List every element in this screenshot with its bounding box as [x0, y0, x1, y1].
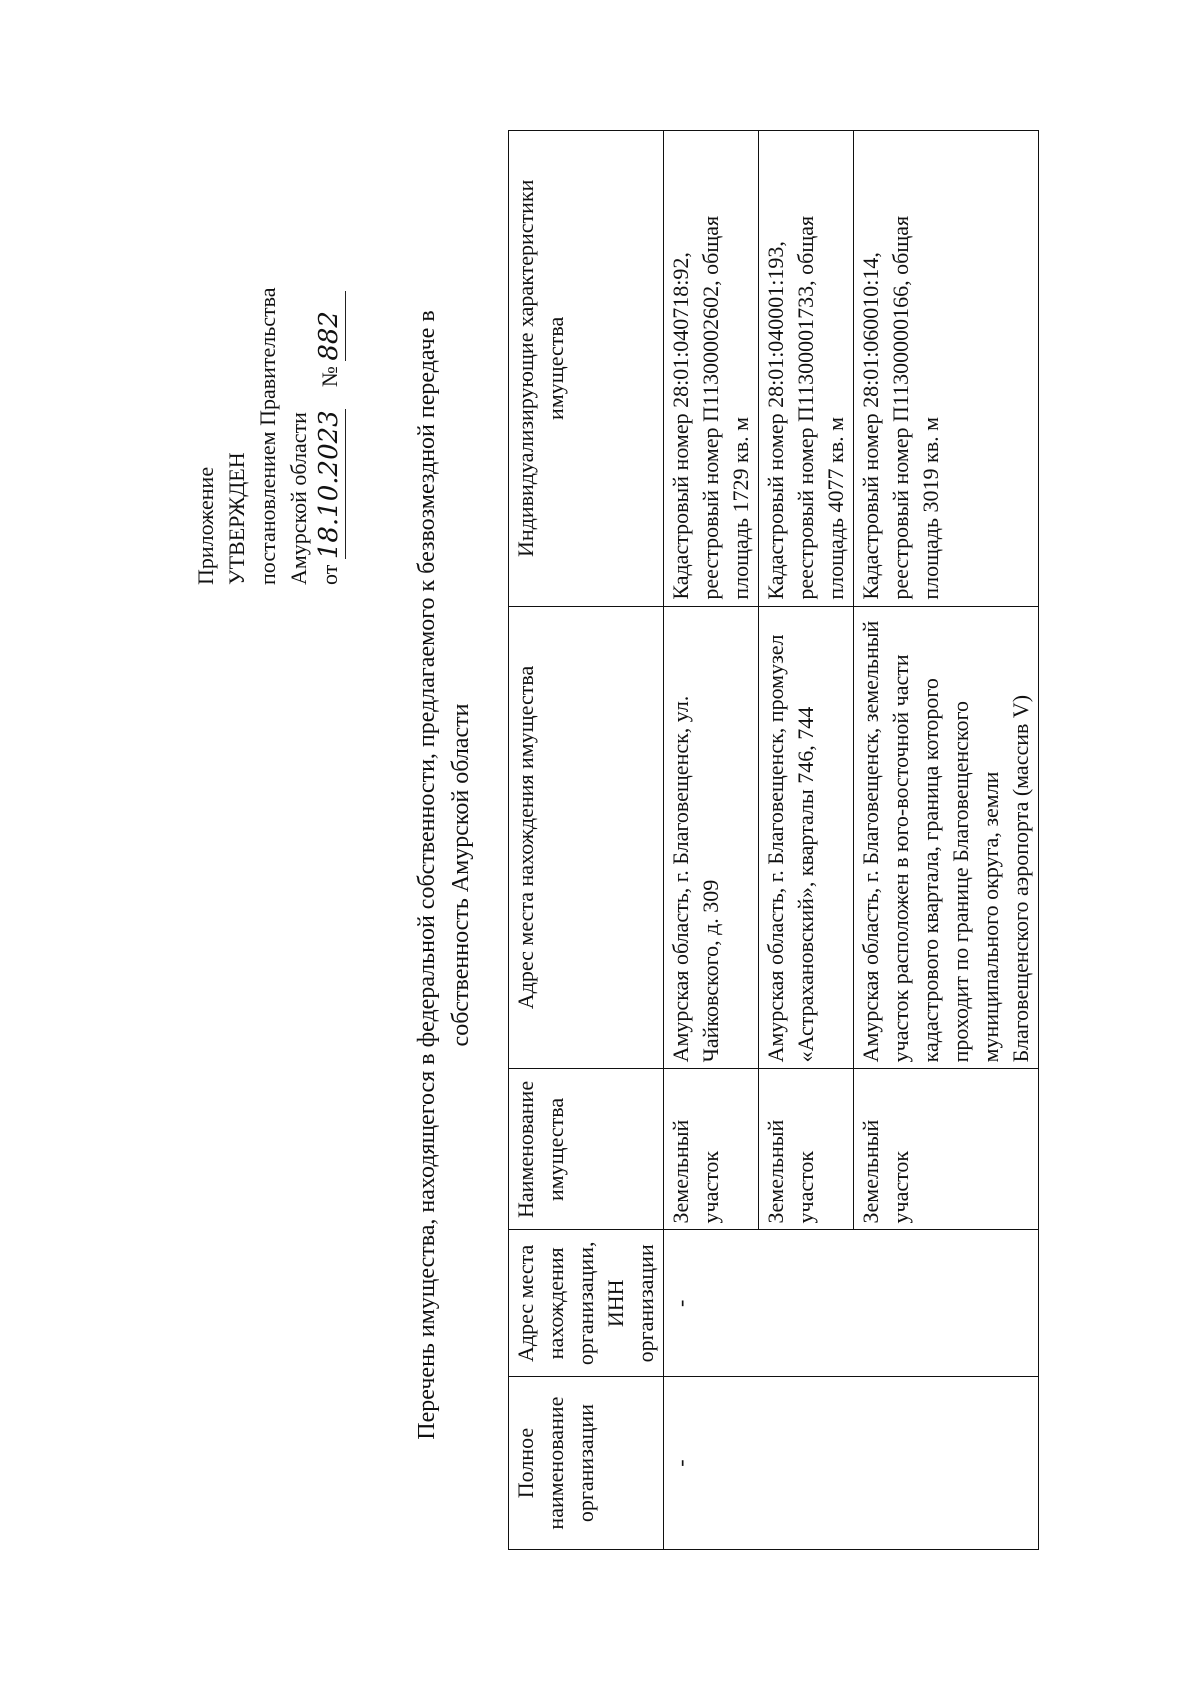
- cell-org-address: -: [664, 1230, 1039, 1377]
- cell-property-name: Земельный участок: [854, 1069, 1039, 1230]
- title-line-2: собственность Амурской области: [448, 703, 474, 1047]
- annex-label: Приложение: [193, 466, 218, 585]
- cell-property-name: Земельный участок: [759, 1069, 854, 1230]
- header-characteristics: Индивидуализирующие характеристики имущества: [509, 131, 664, 607]
- approved-label: УТВЕРЖДЕН: [224, 452, 249, 585]
- cell-characteristics: Кадастровый номер 28:01:040001:193, реестровый номер П11300001733, общая площадь 4077 кв. м: [759, 131, 854, 607]
- document-title: [410, 210, 478, 1540]
- header-org-address: Адрес места нахождения организации, ИНН организации: [509, 1230, 664, 1377]
- header-org-name: Полное наименование организации: [509, 1377, 664, 1550]
- cell-property-address: Амурская область, г. Благовещенск, земельный участок расположен в юго-восточной части кадастрового квартала, граница которого проходит по границе Благовещенского муниципального округа, земли Благовещенского аэропорта (массив V): [854, 606, 1039, 1069]
- property-table: [508, 130, 1039, 1550]
- cell-characteristics: Кадастровый номер 28:01:060010:14, реестровый номер П11300000166, общая площадь 3019 кв. м: [854, 131, 1039, 607]
- number-prefix: №: [317, 366, 342, 388]
- cell-property-name: Земельный участок: [664, 1069, 759, 1230]
- region-label: Амурской области: [286, 412, 311, 585]
- cell-property-address: Амурская область, г. Благовещенск, ул. Чайковского, д. 309: [664, 606, 759, 1069]
- table-header-row: [509, 131, 664, 1550]
- cell-property-address: Амурская область, г. Благовещенск, промузел «Астрахановский», кварталы 746, 744: [759, 606, 854, 1069]
- header-property-name: Наименование имущества: [509, 1069, 664, 1230]
- cell-org-name: -: [664, 1377, 1039, 1550]
- date-number-line: [314, 165, 346, 585]
- approval-block: [190, 165, 346, 585]
- header-property-address: Адрес места нахождения имущества: [509, 606, 664, 1069]
- date-prefix: от: [317, 564, 342, 585]
- date-value: 18.10.2023: [314, 410, 344, 560]
- title-line-1: Перечень имущества, находящегося в федеральной собственности, предлагаемого к безвозмездной передаче в: [414, 310, 440, 1440]
- number-value: 882: [314, 311, 344, 361]
- table-row: [664, 131, 759, 1550]
- cell-characteristics: Кадастровый номер 28:01:040718:92, реестровый номер П11300002602, общая площадь 1729 кв. м: [664, 131, 759, 607]
- decree-label: постановлением Правительства: [255, 287, 280, 585]
